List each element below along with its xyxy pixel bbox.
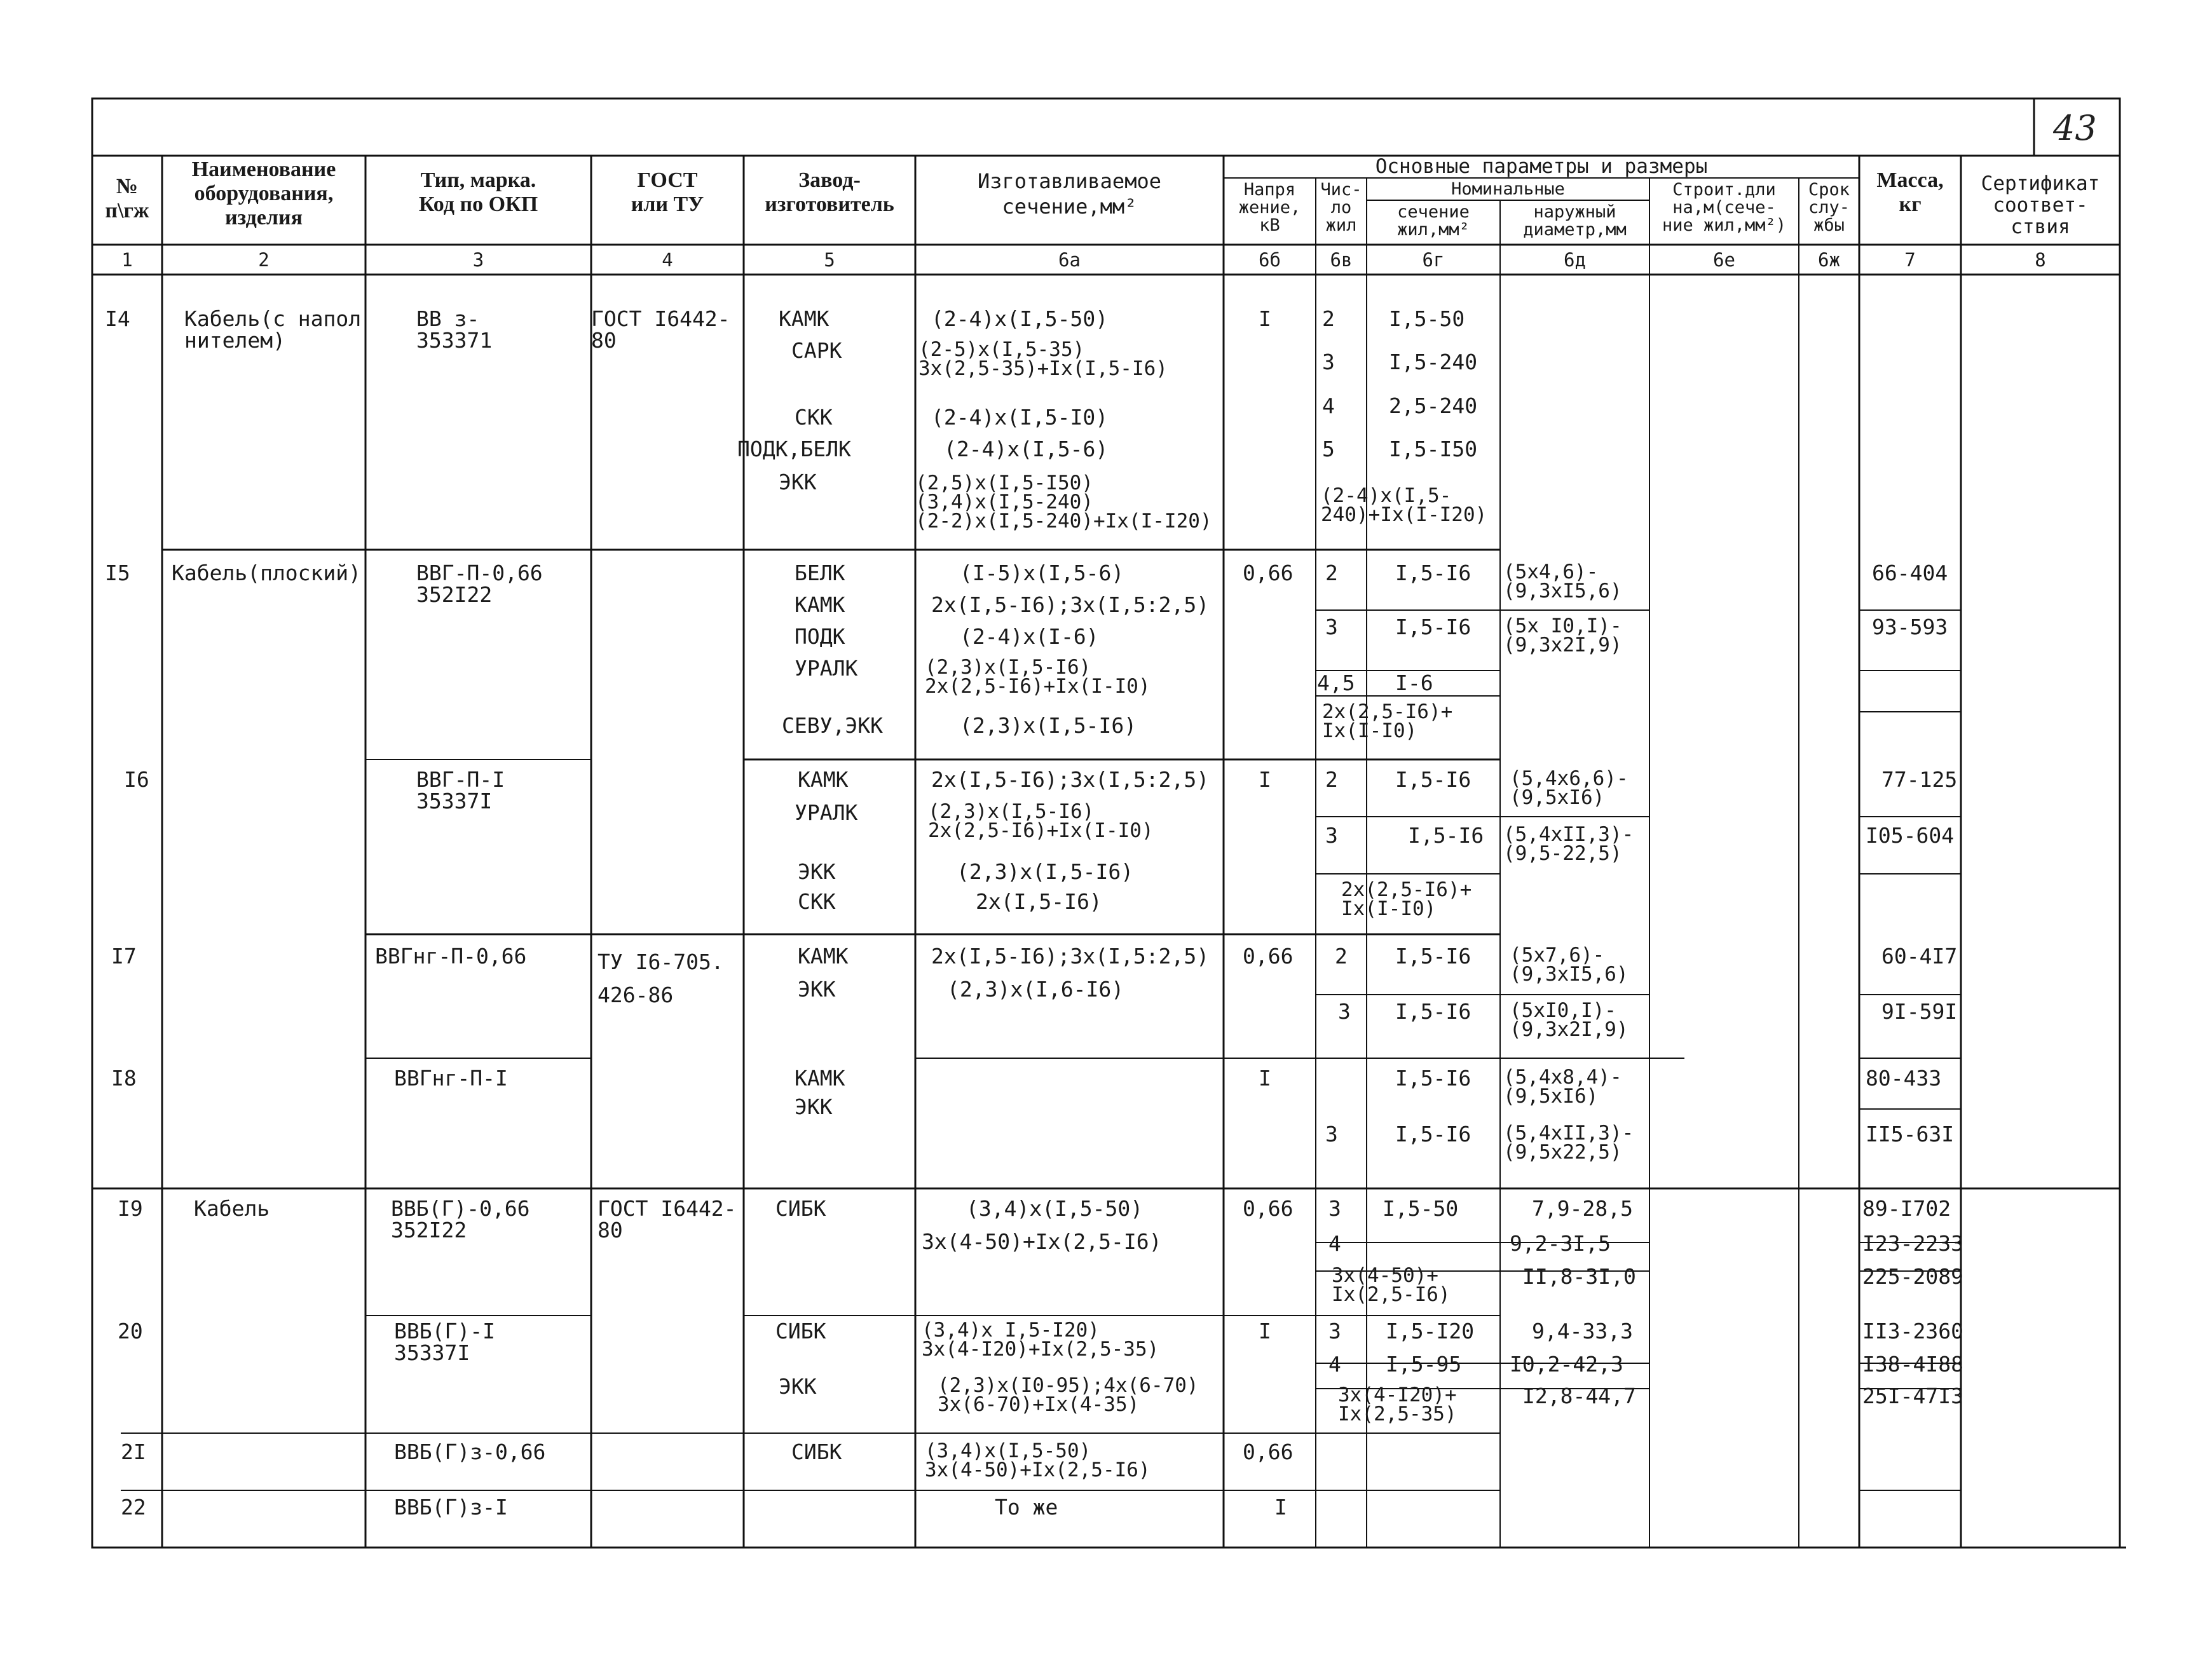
row-diameter: (5,4х6,6)- (9,5хI6) xyxy=(1510,767,1628,809)
row-mass: 77-125 xyxy=(1881,767,1958,792)
row-core-section: 2х(2,5-I6)+ Iх(I-I0) xyxy=(1341,878,1472,920)
row-diameter: (5,4хII,3)- (9,5-22,5) xyxy=(1503,823,1634,865)
row-diameter: 9,4-33,3 xyxy=(1532,1319,1633,1344)
row-cores: 3 xyxy=(1325,1122,1338,1147)
row-cores: 3х(4-50)+ Iх(2,5-I6) xyxy=(1332,1264,1451,1306)
row-section: (2,3)х(I,6-I6) xyxy=(947,977,1124,1002)
colnum-3: 3 xyxy=(472,249,484,271)
colnum-6zh: 6ж xyxy=(1818,249,1840,271)
row-mass: 89-I702 xyxy=(1862,1196,1951,1221)
row-no: I5 xyxy=(105,561,130,585)
colnum-6e: 6е xyxy=(1713,249,1735,271)
row-mass: I38-4I88 xyxy=(1862,1352,1963,1377)
row-plant: УРАЛК xyxy=(795,656,858,681)
row-mass: I23-2233 xyxy=(1862,1231,1963,1256)
row-core-section: 2,5-240 xyxy=(1389,393,1478,418)
row-no: 20 xyxy=(118,1319,143,1344)
row-section: (3,4)х(I,5-50) xyxy=(966,1196,1144,1221)
row-mass: II5-63I xyxy=(1866,1122,1955,1147)
row-section: 2х(I,5-I6);3х(I,5:2,5) xyxy=(931,592,1210,617)
row-cores: 2 xyxy=(1335,944,1348,969)
row-diameter: 9,2-3I,5 xyxy=(1510,1231,1611,1256)
row-type: ВВГнг-П-I xyxy=(394,1066,508,1091)
row-no: I8 xyxy=(111,1066,137,1091)
row-plant: ЭКК xyxy=(779,470,817,494)
header-name: Наименование оборудования, изделия xyxy=(191,158,336,229)
row-cores: 4,5 xyxy=(1317,670,1355,695)
header-cores: Чис- ло жил xyxy=(1320,180,1362,235)
row-core-section: I,5-240 xyxy=(1389,350,1478,374)
row-section: 2х(I,5-I6);3х(I,5:2,5) xyxy=(931,767,1210,792)
row-section: 3х(4-50)+Iх(2,5-I6) xyxy=(922,1229,1162,1254)
row-gost: ГОСТ I6442- 80 xyxy=(597,1196,737,1242)
row-diameter: 7,9-28,5 xyxy=(1532,1196,1633,1221)
colnum-2: 2 xyxy=(258,249,270,271)
colnum-1: 1 xyxy=(121,249,133,271)
header-gost: ГОСТ или ТУ xyxy=(631,168,704,216)
row-cores: 5 xyxy=(1322,437,1335,461)
row-extra: (2-4)х(I,5- 240)+Iх(I-I20) xyxy=(1321,484,1487,526)
row-cores: 2 xyxy=(1322,306,1335,331)
header-mass: Масса, кг xyxy=(1876,168,1944,216)
row-core-section: I,5-I20 xyxy=(1386,1319,1475,1344)
row-mass: 66-404 xyxy=(1872,561,1948,585)
row-plant: СЕВУ,ЭКК xyxy=(782,713,883,738)
row-plant: КАМК xyxy=(798,767,849,792)
header-type: Тип, марка. Код по ОКП xyxy=(418,168,538,216)
row-plant: СИБК xyxy=(775,1196,826,1221)
row-voltage: I xyxy=(1259,1319,1271,1344)
row-diameter: II,8-3I,0 xyxy=(1522,1264,1636,1289)
row-diameter: (5хI0,I)- (9,3х2I,9) xyxy=(1510,999,1628,1041)
colnum-6d: 6д xyxy=(1564,249,1586,271)
row-section: (2,3)х(I0-95);4х(6-70) 3х(6-70)+Iх(4-35) xyxy=(938,1374,1199,1416)
row-plant: ПОДК xyxy=(795,624,845,649)
row-type: ВВГ-П-0,66 352I22 xyxy=(416,561,543,607)
row-plant: КАМК xyxy=(795,592,845,617)
row-voltage: I xyxy=(1259,306,1271,331)
row-core-section: I,5-50 xyxy=(1389,306,1465,331)
row-section: (2-4)х(I-6) xyxy=(960,624,1099,649)
row-cores: 3 xyxy=(1328,1196,1341,1221)
row-plant: ПОДК,БЕЛК xyxy=(737,437,851,461)
row-section: (I-5)х(I,5-6) xyxy=(960,561,1124,585)
row-cores: 2 xyxy=(1325,561,1338,585)
row-section: 2х(I,5-I6) xyxy=(976,889,1102,914)
row-cores: 3 xyxy=(1338,999,1351,1024)
row-mass: 225-2089 xyxy=(1862,1264,1963,1289)
row-name: Кабель xyxy=(194,1196,270,1221)
row-cores: 2 xyxy=(1325,767,1338,792)
row-section: (2,3)х(I,5-I6) 2х(2,5-I6)+Iх(I-I0) xyxy=(925,656,1150,698)
row-no: 22 xyxy=(121,1495,146,1520)
header-service-life: Срок слу- жбы xyxy=(1808,180,1850,235)
colnum-6g: 6г xyxy=(1422,249,1445,271)
colnum-6v: 6в xyxy=(1330,249,1353,271)
header-main-group: Основные параметры и размеры xyxy=(1375,155,1708,178)
row-no: I4 xyxy=(105,306,130,331)
row-core-section: I,5-I6 xyxy=(1395,944,1471,969)
row-core-section: I-6 xyxy=(1395,670,1433,695)
row-name: Кабель(плоский) xyxy=(172,561,362,585)
row-section: (2,3)х(I,5-I6) xyxy=(960,713,1137,738)
header-certificate: Сертификат соответ- ствия xyxy=(1981,172,2100,238)
row-voltage: 0,66 xyxy=(1243,1196,1294,1221)
row-section: (2,5)х(I,5-I50) (3,4)х(I,5-240) (2-2)х(I,5-240)+Iх(I-I20) xyxy=(915,472,1212,533)
colnum-4: 4 xyxy=(662,249,673,271)
row-cores: 3 xyxy=(1322,350,1335,374)
row-name: Кабель(с напол нителем) xyxy=(184,306,362,353)
row-gost: ГОСТ I6442- 80 xyxy=(591,306,730,353)
row-plant: СИБК xyxy=(775,1319,826,1344)
row-voltage: I xyxy=(1274,1495,1287,1520)
row-plant: ЭКК xyxy=(779,1374,817,1399)
row-section: (2-4)х(I,5-50) xyxy=(931,306,1109,331)
row-plant: КАМК xyxy=(795,1066,845,1091)
row-plant: САРК xyxy=(791,338,842,363)
row-plant: ЭКК xyxy=(798,977,836,1002)
row-section: (2,3)х(I,5-I6) xyxy=(957,859,1134,884)
header-no: № п\гж xyxy=(105,175,149,222)
row-core-section: I,5-I6 xyxy=(1395,1122,1471,1147)
row-cores: 3х(4-I20)+ Iх(2,5-35) xyxy=(1338,1384,1457,1426)
row-cores: 4 xyxy=(1328,1352,1341,1377)
row-section: 2х(I,5-I6);3х(I,5:2,5) xyxy=(931,944,1210,969)
row-no: 2I xyxy=(121,1439,146,1464)
row-mass: 93-593 xyxy=(1872,615,1948,639)
row-plant: СКК xyxy=(798,889,836,914)
row-no: I6 xyxy=(124,767,149,792)
row-cores: 3 xyxy=(1325,615,1338,639)
colnum-5: 5 xyxy=(824,249,835,271)
header-plant: Завод- изготовитель xyxy=(765,168,894,216)
row-section: То же xyxy=(995,1495,1058,1520)
row-voltage: 0,66 xyxy=(1243,944,1294,969)
row-cores: 3 xyxy=(1328,1319,1341,1344)
row-plant: УРАЛК xyxy=(795,800,858,825)
row-diameter: (5х I0,I)- (9,3х2I,9) xyxy=(1503,615,1622,657)
row-mass: 60-4I7 xyxy=(1881,944,1958,969)
row-voltage: I xyxy=(1259,1066,1271,1091)
row-diameter: (5х4,6)- (9,3хI5,6) xyxy=(1503,561,1622,602)
row-section: (3,4)х(I,5-50) 3х(4-50)+Iх(2,5-I6) xyxy=(925,1439,1150,1481)
row-plant: СИБК xyxy=(791,1439,842,1464)
row-section: (2,3)х(I,5-I6) 2х(2,5-I6)+Iх(I-I0) xyxy=(928,800,1154,842)
colnum-6a: 6а xyxy=(1058,249,1081,271)
row-voltage: 0,66 xyxy=(1243,561,1294,585)
row-no: I7 xyxy=(111,944,137,969)
row-core-section: 2х(2,5-I6)+ Iх(I-I0) xyxy=(1322,700,1453,742)
row-diameter: (5х7,6)- (9,3хI5,6) xyxy=(1510,944,1628,986)
row-core-section: I,5-95 xyxy=(1386,1352,1462,1377)
row-type: ВВГ-П-I 35337I xyxy=(416,767,505,813)
row-plant: СКК xyxy=(795,405,833,430)
row-diameter: I2,8-44,7 xyxy=(1522,1384,1636,1408)
colnum-8: 8 xyxy=(2035,249,2046,271)
row-section: (3,4)х I,5-I20) 3х(4-I20)+Iх(2,5-35) xyxy=(922,1319,1159,1361)
row-diameter: I0,2-42,3 xyxy=(1510,1352,1623,1377)
row-plant: КАМК xyxy=(779,306,830,331)
row-core-section: I,5-I50 xyxy=(1389,437,1478,461)
row-plant: ЭКК xyxy=(798,859,836,884)
row-type: ВВБ(Г)з-0,66 xyxy=(394,1439,546,1464)
row-cores: 4 xyxy=(1328,1231,1341,1256)
header-core-section: сечение жил,мм² xyxy=(1397,202,1470,240)
header-voltage: Напря жение, кВ xyxy=(1238,180,1301,235)
row-core-section: I,5-50 xyxy=(1382,1196,1459,1221)
colnum-7: 7 xyxy=(1904,249,1916,271)
row-mass: I05-604 xyxy=(1866,823,1955,848)
row-mass: 9I-59I xyxy=(1881,999,1958,1024)
colnum-6b: 6б xyxy=(1259,249,1281,271)
row-diameter: (5,4х8,4)- (9,5хI6) xyxy=(1503,1066,1622,1108)
row-core-section: I,5-I6 xyxy=(1395,1066,1471,1091)
row-type: ВВ з- 353371 xyxy=(416,306,493,353)
row-core-section: I,5-I6 xyxy=(1395,767,1471,792)
row-core-section: I,5-I6 xyxy=(1395,999,1471,1024)
row-no: I9 xyxy=(118,1196,143,1221)
row-mass: 80-433 xyxy=(1866,1066,1942,1091)
row-type: ВВБ(Г)-0,66 352I22 xyxy=(391,1196,530,1242)
header-length: Строит.дли на,м(сече- ние жил,мм²) xyxy=(1662,180,1787,235)
row-voltage: 0,66 xyxy=(1243,1439,1294,1464)
row-type: ВВГнг-П-0,66 xyxy=(375,944,527,969)
row-type: ВВБ(Г)-I 35337I xyxy=(394,1319,495,1365)
page-number: 43 xyxy=(2053,108,2097,148)
row-diameter: (5,4хII,3)- (9,5х22,5) xyxy=(1503,1122,1634,1164)
row-cores: 3 xyxy=(1325,823,1338,848)
header-nominal-group: Номинальные xyxy=(1451,179,1565,199)
row-gost: ТУ I6-705. 426-86 xyxy=(597,949,724,1007)
row-section: (2-4)х(I,5-6) xyxy=(944,437,1109,461)
row-voltage: I xyxy=(1259,767,1271,792)
row-section: (2-4)х(I,5-I0) xyxy=(931,405,1109,430)
row-core-section: I,5-I6 xyxy=(1395,561,1471,585)
row-mass: 25I-47I3 xyxy=(1862,1384,1963,1408)
row-section: (2-5)х(I,5-35) 3х(2,5-35)+Iх(I,5-I6) xyxy=(918,338,1168,380)
row-plant: КАМК xyxy=(798,944,849,969)
row-type: ВВБ(Г)з-I xyxy=(394,1495,508,1520)
row-core-section: I,5-I6 xyxy=(1395,615,1471,639)
header-section: Изготавливаемое сечение,мм² xyxy=(978,169,1161,219)
row-core-section: I,5-I6 xyxy=(1408,823,1484,848)
row-plant: БЕЛК xyxy=(795,561,845,585)
row-cores: 4 xyxy=(1322,393,1335,418)
row-mass: II3-2360 xyxy=(1862,1319,1963,1344)
row-plant: ЭКК xyxy=(795,1094,833,1119)
header-diameter: наружный диаметр,мм xyxy=(1523,202,1627,240)
